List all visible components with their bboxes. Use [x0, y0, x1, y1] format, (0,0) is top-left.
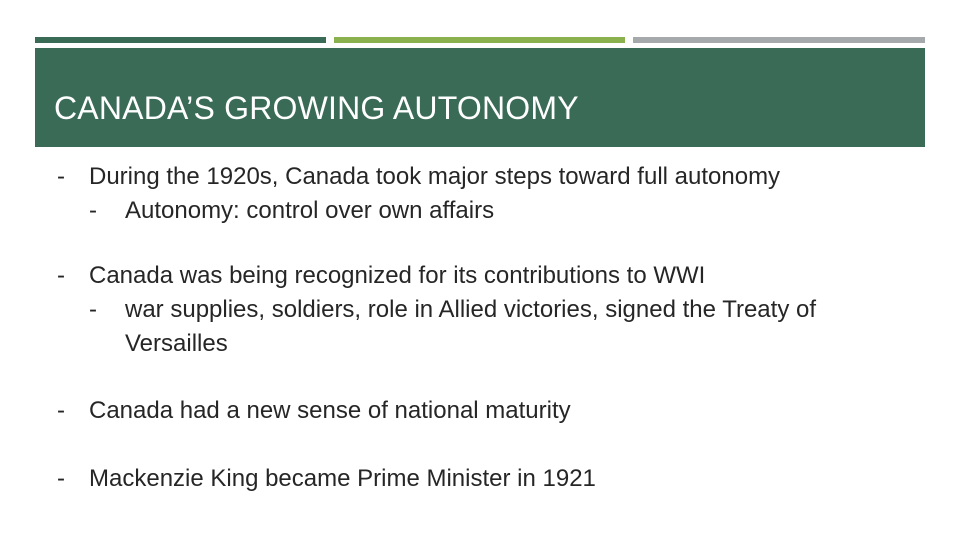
title-band	[35, 48, 925, 147]
bullet-text: Canada had a new sense of national maturity	[89, 397, 571, 424]
bullet-marker: -	[57, 397, 65, 424]
bullet-text: Mackenzie King became Prime Minister in 1921	[89, 465, 596, 492]
sub-bullet-text: war supplies, soldiers, role in Allied victories, signed the Treaty of Versailles	[125, 296, 816, 357]
bullet-marker: -	[57, 465, 65, 492]
sub-bullet-text: Autonomy: control over own affairs	[125, 197, 495, 224]
bullet-marker: -	[57, 163, 65, 190]
accent-bar-gray	[633, 37, 925, 43]
bullet-text: Canada was being recognized for its contributions to WWI	[89, 262, 706, 289]
slide-title: CANADA’S GROWING AUTONOMY	[54, 90, 579, 126]
bullet-marker: -	[57, 262, 65, 289]
accent-bar-light-green	[334, 37, 625, 43]
sub-bullet-marker: -	[89, 296, 97, 323]
sub-bullet-marker: -	[89, 197, 97, 224]
accent-bar-dark-green	[35, 37, 326, 43]
bullet-text: During the 1920s, Canada took major steps toward full autonomy	[89, 163, 781, 190]
